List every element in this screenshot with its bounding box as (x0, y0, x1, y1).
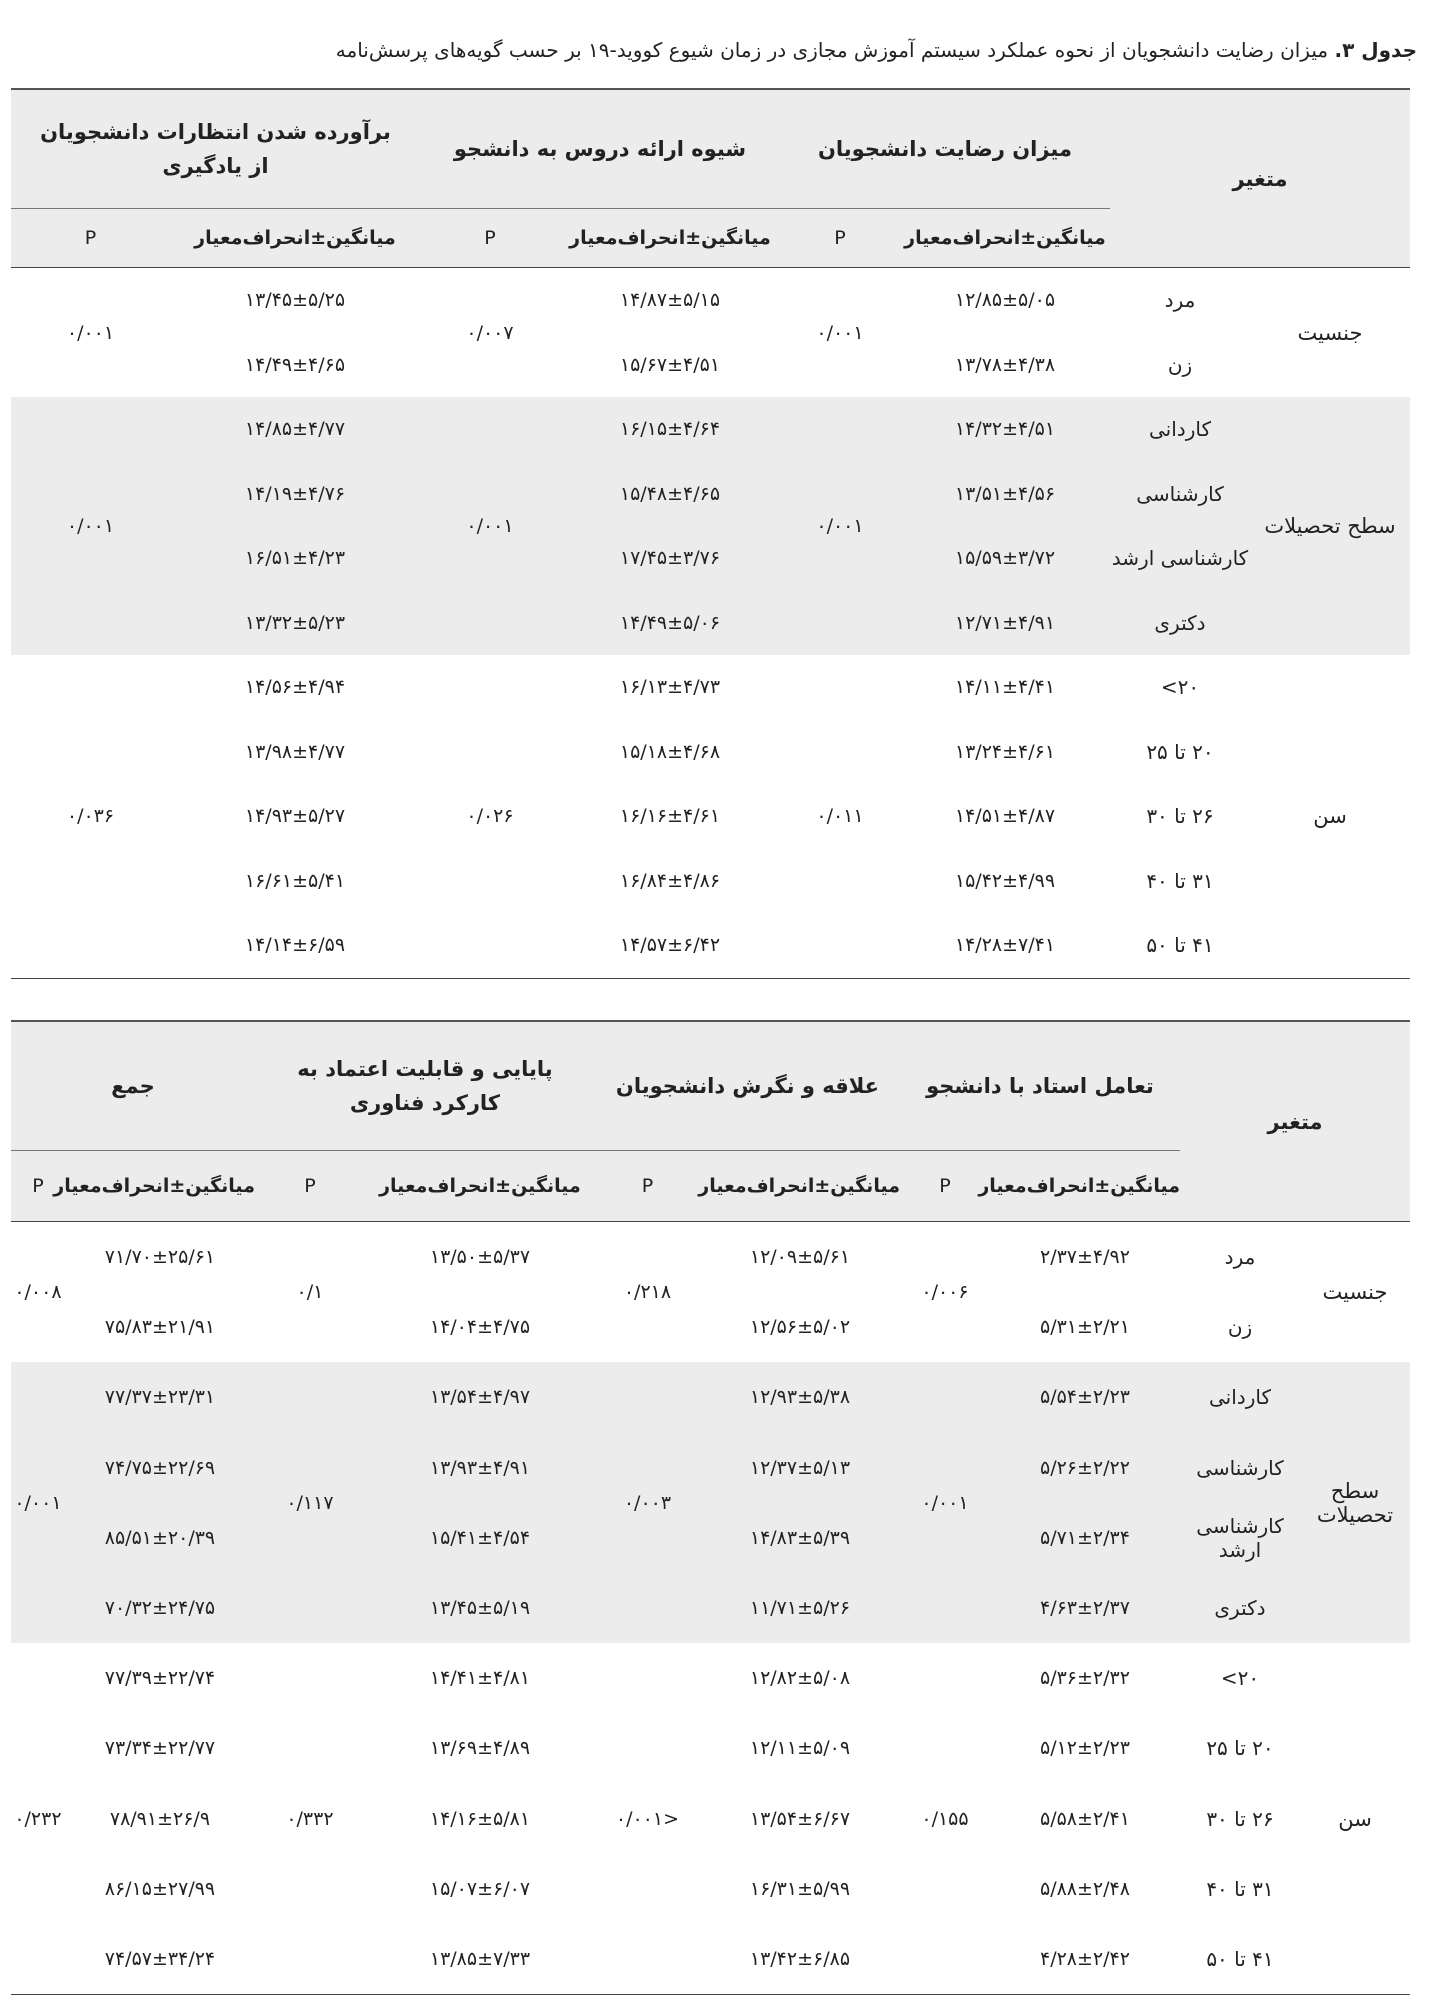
mean-sd-value: ۱۲/۸۵±۵/۰۵ (954, 289, 1056, 312)
p-header: P (11, 209, 170, 268)
variable-name: سن (1338, 1806, 1372, 1831)
table-row (11, 526, 1410, 591)
mean-sd-value: ۵/۳۱±۲/۲۱ (1040, 1316, 1130, 1339)
mean-sd-value: ۱۴/۵۷±۶/۴۲ (619, 934, 721, 957)
p-header: P (11, 1151, 65, 1222)
p-header: P (255, 1151, 365, 1222)
category-label: ۲۶ تا ۳۰ (1146, 804, 1214, 829)
table-2 (11, 1020, 1410, 1995)
table-row (11, 1362, 1410, 1432)
mean-sd-value: ۱۴/۸۷±۵/۱۵ (619, 289, 721, 312)
p-value: ۰/۰۰۱ (11, 397, 170, 655)
table-row (11, 1924, 1410, 1995)
mean-sd-value: ۱۲/۵۶±۵/۰۲ (749, 1316, 851, 1339)
p-header: P (900, 1151, 990, 1222)
p-value: ۰/۳۳۲ (286, 1807, 334, 1830)
mean-sd-value: ۱۵/۱۸±۴/۶۸ (619, 740, 721, 763)
table-row (11, 1292, 1410, 1362)
mean-sd-value: ۱۶/۳۱±۵/۹۹ (749, 1877, 851, 1900)
table1-grid (11, 88, 1410, 979)
category-label: کارشناسی (1180, 1433, 1300, 1503)
mean-sd-value: ۱۴/۱۴±۶/۵۹ (244, 934, 346, 957)
variable-name: سن (1313, 804, 1347, 829)
mean-sd-value: ۷۴/۷۵±۲۲/۶۹ (65, 1433, 255, 1503)
caption-label: جدول ۳. (1334, 38, 1417, 62)
mean-sd-value: ۱۴/۰۴±۴/۷۵ (429, 1316, 531, 1339)
p-header: P (780, 209, 900, 268)
table2-grid (11, 1020, 1410, 1995)
mean-sd-value: ۱۴/۱۶±۵/۸۱ (429, 1807, 531, 1830)
mean-sd-value: ۱۴/۴۱±۴/۸۱ (429, 1667, 531, 1690)
p-value: ۰/۰۰۱ (816, 321, 864, 344)
group-header: تعامل استاد با دانشجو (900, 1021, 1180, 1151)
mean-sd-value: ۱۳/۵۴±۶/۶۷ (749, 1807, 851, 1830)
mean-sd-value: ۱۴/۵۶±۴/۹۴ (244, 676, 346, 699)
mean-sd-value: ۱۶/۱۵±۴/۶۴ (560, 397, 780, 462)
p-header: P (595, 1151, 700, 1222)
table-row (11, 655, 1410, 720)
mean-sd-value: ۱۴/۴۹±۴/۶۵ (244, 353, 346, 376)
category-label: ۲۶ تا ۳۰ (1206, 1806, 1274, 1831)
mean-sd-header: میانگین±انحراف‌معیار (700, 1151, 900, 1222)
mean-sd-value: ۱۴/۴۹±۵/۰۶ (560, 591, 780, 656)
group-header: میزان رضایت دانشجویان (780, 89, 1110, 209)
p-value: ۰/۰۳۶ (66, 805, 115, 828)
caption-text: میزان رضایت دانشجویان از نحوه عملکرد سیستم آموزش مجازی در زمان شیوع کووید-۱۹ بر حسب گویه‌های پرسش‌نامه (335, 38, 1329, 62)
mean-sd-value: ۱۴/۸۳±۵/۳۹ (700, 1503, 900, 1573)
p-value: ۰/۱۵۵ (921, 1807, 969, 1830)
table-row (11, 1222, 1410, 1293)
table-row (11, 1713, 1410, 1783)
mean-sd-value: ۵/۱۲±۲/۲۳ (1040, 1737, 1130, 1760)
mean-sd-value: ۷۳/۳۴±۲۲/۷۷ (104, 1737, 216, 1760)
mean-sd-value: ۱۳/۵۴±۴/۹۷ (365, 1362, 595, 1432)
table-row (11, 333, 1410, 398)
mean-sd-value: ۲/۳۷±۴/۹۲ (1040, 1246, 1130, 1269)
table-row (11, 397, 1410, 462)
mean-sd-value: ۴/۲۸±۲/۴۲ (1040, 1947, 1130, 1970)
p-value: ۰/۰۰۳ (595, 1362, 700, 1643)
category-label: کارشناسی ارشد (1180, 1503, 1300, 1573)
p-value: ۰/۰۰۱ (66, 321, 115, 344)
mean-sd-value: ۱۵/۰۷±۶/۰۷ (429, 1877, 531, 1900)
p-value: ۰/۰۰۷ (466, 321, 514, 344)
mean-sd-value: ۱۲/۳۷±۵/۱۳ (700, 1433, 900, 1503)
mean-sd-value: ۱۳/۲۴±۴/۶۱ (954, 740, 1056, 763)
mean-sd-value: ۷۵/۸۳±۲۱/۹۱ (104, 1316, 216, 1339)
mean-sd-value: ۱۲/۹۳±۵/۳۸ (700, 1362, 900, 1432)
mean-sd-header: میانگین±انحراف‌معیار (65, 1151, 255, 1222)
category-label: ۳۱ تا ۴۰ (1206, 1876, 1274, 1901)
mean-sd-value: ۷۸/۹۱±۲۶/۹ (109, 1807, 211, 1830)
table-row (11, 591, 1410, 656)
p-value: ۰/۲۳۲ (14, 1807, 62, 1830)
p-value: ۰/۲۱۸ (623, 1281, 672, 1304)
category-label: دکتری (1110, 591, 1250, 656)
category-label: ۳۱ تا ۴۰ (1146, 868, 1214, 893)
variable-header: متغیر (1180, 1021, 1410, 1222)
category-label: کاردانی (1110, 397, 1250, 462)
mean-sd-value: ۱۳/۴۵±۵/۲۵ (244, 289, 346, 312)
p-value: ۰/۰۰۱ (420, 397, 560, 655)
mean-sd-header: میانگین±انحراف‌معیار (170, 209, 420, 268)
category-label: ۲۰> (1160, 675, 1200, 700)
mean-sd-value: ۵/۷۱±۲/۳۴ (990, 1503, 1180, 1573)
group-header: پایایی و قابلیت اعتماد به کارکرد فناوری (255, 1021, 595, 1151)
mean-sd-value: ۱۴/۲۸±۷/۴۱ (954, 934, 1056, 957)
group-header: جمع (11, 1021, 255, 1151)
category-label: زن (1227, 1315, 1253, 1340)
mean-sd-value: ۱۵/۴۸±۴/۶۵ (560, 462, 780, 527)
p-value: ۰/۱ (296, 1281, 324, 1304)
mean-sd-value: ۵/۵۸±۲/۴۱ (1040, 1807, 1130, 1830)
category-label: ۴۱ تا ۵۰ (1206, 1946, 1274, 1971)
category-label: ۲۰> (1220, 1666, 1260, 1691)
table-row (11, 720, 1410, 785)
mean-sd-value: ۱۷/۴۵±۳/۷۶ (560, 526, 780, 591)
mean-sd-value: ۱۶/۱۶±۴/۶۱ (619, 805, 721, 828)
p-value: ۰/۰۰۸ (14, 1281, 62, 1304)
mean-sd-value: ۱۳/۷۸±۴/۳۸ (954, 353, 1056, 376)
mean-sd-value: ۱۴/۸۵±۴/۷۷ (170, 397, 420, 462)
mean-sd-value: ۱۶/۸۴±۴/۸۶ (619, 869, 721, 892)
p-value: ۰/۰۰۶ (921, 1281, 969, 1304)
mean-sd-value: ۱۴/۱۱±۴/۴۱ (954, 676, 1056, 699)
group-header: برآورده شدن انتظارات دانشجویان از یادگیری (11, 89, 420, 209)
mean-sd-value: ۷۷/۳۹±۲۲/۷۴ (104, 1667, 216, 1690)
p-value: ۰/۰۰۱ (11, 1362, 65, 1643)
mean-sd-value: ۱۳/۶۹±۴/۸۹ (429, 1737, 531, 1760)
mean-sd-value: ۱۳/۵۱±۴/۵۶ (900, 462, 1110, 527)
mean-sd-value: ۱۶/۶۱±۵/۴۱ (244, 869, 346, 892)
p-value: <۰/۰۰۱ (615, 1807, 680, 1830)
mean-sd-value: ۱۵/۵۹±۳/۷۲ (900, 526, 1110, 591)
category-label: کاردانی (1180, 1362, 1300, 1432)
p-value: ۰/۰۰۱ (900, 1362, 990, 1643)
mean-sd-header: میانگین±انحراف‌معیار (365, 1151, 595, 1222)
mean-sd-value: ۱۳/۵۰±۵/۳۷ (429, 1246, 531, 1269)
mean-sd-value: ۱۳/۴۵±۵/۱۹ (365, 1573, 595, 1643)
table-row (11, 268, 1410, 333)
table-row (11, 1643, 1410, 1713)
category-label: ۴۱ تا ۵۰ (1146, 933, 1214, 958)
category-label: دکتری (1180, 1573, 1300, 1643)
table-row (11, 784, 1410, 849)
mean-sd-value: ۵/۵۴±۲/۲۳ (990, 1362, 1180, 1432)
mean-sd-value: ۱۳/۹۸±۴/۷۷ (244, 740, 346, 763)
p-value: ۰/۰۱۱ (816, 805, 864, 828)
mean-sd-header: میانگین±انحراف‌معیار (990, 1151, 1180, 1222)
mean-sd-value: ۱۳/۳۲±۵/۲۳ (170, 591, 420, 656)
group-header: علاقه و نگرش دانشجویان (595, 1021, 900, 1151)
mean-sd-value: ۱۵/۴۱±۴/۵۴ (365, 1503, 595, 1573)
mean-sd-value: ۱۴/۱۹±۴/۷۶ (170, 462, 420, 527)
table-row (11, 1433, 1410, 1503)
mean-sd-value: ۱۵/۴۲±۴/۹۹ (954, 869, 1056, 892)
category-label: ۲۰ تا ۲۵ (1206, 1736, 1274, 1761)
table-row (11, 913, 1410, 978)
mean-sd-value: ۷۴/۵۷±۳۴/۲۴ (104, 1947, 216, 1970)
group-header: شیوه ارائه دروس به دانشجو (420, 89, 780, 209)
category-label: ۲۰ تا ۲۵ (1146, 739, 1214, 764)
table-row (11, 1854, 1410, 1924)
category-label: زن (1167, 352, 1193, 377)
mean-sd-value: ۱۳/۸۵±۷/۳۳ (429, 1947, 531, 1970)
mean-sd-header: میانگین±انحراف‌معیار (900, 209, 1110, 268)
mean-sd-value: ۱۲/۰۹±۵/۶۱ (749, 1246, 851, 1269)
p-value: ۰/۰۲۶ (466, 805, 514, 828)
table-row (11, 1573, 1410, 1643)
mean-sd-value: ۱۳/۴۲±۶/۸۵ (749, 1947, 851, 1970)
p-value: ۰/۰۰۱ (780, 397, 900, 655)
mean-sd-value: ۵/۲۶±۲/۲۲ (990, 1433, 1180, 1503)
mean-sd-value: ۷۷/۳۷±۲۳/۳۱ (65, 1362, 255, 1432)
mean-sd-value: ۸۵/۵۱±۲۰/۳۹ (65, 1503, 255, 1573)
mean-sd-value: ۱۶/۱۳±۴/۷۳ (619, 676, 721, 699)
mean-sd-value: ۱۶/۵۱±۴/۲۳ (170, 526, 420, 591)
table-row (11, 462, 1410, 527)
mean-sd-value: ۱۲/۷۱±۴/۹۱ (900, 591, 1110, 656)
table-row (11, 1503, 1410, 1573)
category-label: مرد (1224, 1245, 1256, 1270)
mean-sd-value: ۵/۸۸±۲/۴۸ (1040, 1877, 1130, 1900)
variable-name: جنسیت (1297, 320, 1363, 345)
mean-sd-value: ۴/۶۳±۲/۳۷ (990, 1573, 1180, 1643)
p-header: P (420, 209, 560, 268)
mean-sd-value: ۸۶/۱۵±۲۷/۹۹ (104, 1877, 216, 1900)
table-caption (16, 30, 1417, 70)
variable-name: سطح تحصیلات (1300, 1362, 1410, 1643)
mean-sd-value: ۱۴/۹۳±۵/۲۷ (244, 805, 346, 828)
variable-header: متغیر (1110, 89, 1410, 268)
mean-sd-value: ۱۴/۳۲±۴/۵۱ (900, 397, 1110, 462)
table-row (11, 1784, 1410, 1854)
mean-sd-value: ۱۵/۶۷±۴/۵۱ (619, 353, 721, 376)
variable-name: سطح تحصیلات (1250, 397, 1410, 655)
mean-sd-value: ۱۱/۷۱±۵/۲۶ (700, 1573, 900, 1643)
table-row (11, 849, 1410, 914)
category-label: کارشناسی (1110, 462, 1250, 527)
variable-name: جنسیت (1322, 1280, 1388, 1305)
mean-sd-value: ۱۳/۹۳±۴/۹۱ (365, 1433, 595, 1503)
mean-sd-value: ۱۲/۱۱±۵/۰۹ (749, 1737, 851, 1760)
mean-sd-value: ۵/۳۶±۲/۳۲ (1040, 1667, 1130, 1690)
category-label: مرد (1164, 288, 1196, 313)
mean-sd-value: ۷۰/۳۲±۲۴/۷۵ (65, 1573, 255, 1643)
mean-sd-header: میانگین±انحراف‌معیار (560, 209, 780, 268)
mean-sd-value: ۷۱/۷۰±۲۵/۶۱ (104, 1246, 216, 1269)
mean-sd-value: ۱۲/۸۲±۵/۰۸ (749, 1667, 851, 1690)
mean-sd-value: ۱۴/۵۱±۴/۸۷ (954, 805, 1056, 828)
table-1 (11, 88, 1410, 979)
category-label: کارشناسی ارشد (1110, 526, 1250, 591)
p-value: ۰/۱۱۷ (255, 1362, 365, 1643)
